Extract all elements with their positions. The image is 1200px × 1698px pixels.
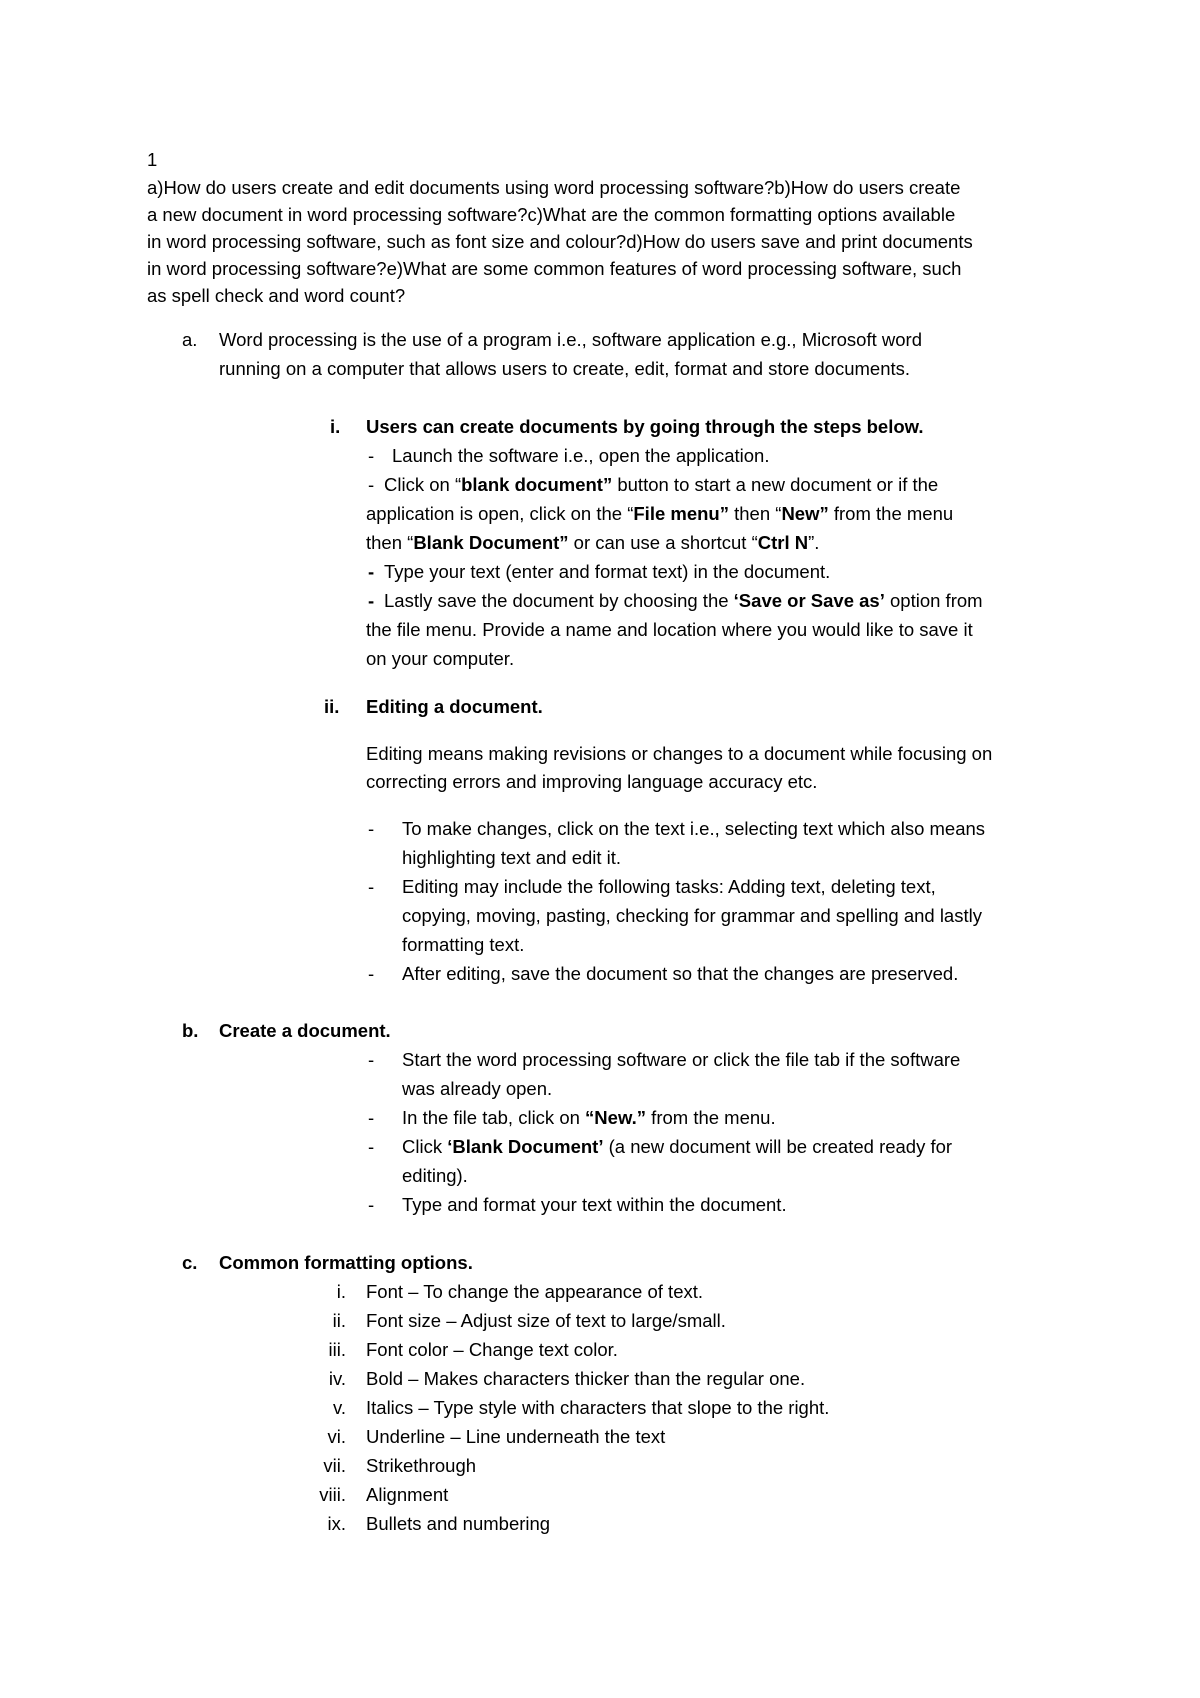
- bullet-text: Type and format your text within the document.: [402, 1194, 787, 1215]
- list-number: i.: [336, 1281, 346, 1302]
- dash: -: [368, 1136, 375, 1157]
- bullet-text: copying, moving, pasting, checking for grammar and spelling and lastly: [402, 905, 982, 926]
- bullet-text: In the file tab, click on “New.” from the menu.: [402, 1107, 776, 1128]
- list-number: iv.: [328, 1368, 346, 1389]
- dash: -: [368, 474, 375, 495]
- sub-ii-heading: Editing a document.: [366, 696, 543, 717]
- sub-ii-label: ii.: [324, 696, 340, 717]
- sub-i-label: i.: [330, 416, 341, 437]
- paragraph-text: Editing means making revisions or changes to a document while focusing on: [366, 743, 993, 764]
- list-item: Alignment: [366, 1484, 449, 1505]
- step-text: Click on “blank document” button to start a new document or if the: [384, 474, 939, 495]
- dash: -: [368, 818, 375, 839]
- section-a-text: Word processing is the use of a program i.e., software application e.g., Microsoft word: [219, 329, 922, 350]
- dash: -: [368, 963, 375, 984]
- list-item: Font – To change the appearance of text.: [366, 1281, 704, 1302]
- dash: -: [368, 876, 375, 897]
- list-item: Bold – Makes characters thicker than the regular one.: [366, 1368, 806, 1389]
- question-line: a new document in word processing software?c)What are the common formatting options available: [147, 204, 956, 225]
- step-text: application is open, click on the “File menu” then “New” from the menu: [366, 503, 954, 524]
- bullet-text: formatting text.: [402, 934, 525, 955]
- dash: -: [368, 561, 375, 582]
- dash: -: [368, 1107, 375, 1128]
- page-number: 1: [147, 149, 158, 170]
- bullet-text: Click ‘Blank Document’ (a new document will be created ready for: [402, 1136, 953, 1157]
- list-number: v.: [332, 1397, 346, 1418]
- question-line: in word processing software?e)What are some common features of word processing software, such: [147, 258, 962, 279]
- dash: -: [368, 445, 375, 466]
- bullet-text: was already open.: [402, 1078, 553, 1099]
- question-line: in word processing software, such as font size and colour?d)How do users save and print documents: [147, 231, 973, 252]
- bullet-text: Editing may include the following tasks: Adding text, deleting text,: [402, 876, 936, 897]
- bullet-text: Start the word processing software or click the file tab if the software: [402, 1049, 961, 1070]
- list-number: ix.: [327, 1513, 346, 1534]
- step-text: on your computer.: [366, 648, 515, 669]
- step-text: Lastly save the document by choosing the ‘Save or Save as’ option from: [384, 590, 983, 611]
- section-c-heading: Common formatting options.: [219, 1252, 473, 1273]
- list-number: ii.: [332, 1310, 346, 1331]
- list-item: Font color – Change text color.: [366, 1339, 618, 1360]
- list-number: viii.: [319, 1484, 346, 1505]
- list-item: Italics – Type style with characters that slope to the right.: [366, 1397, 830, 1418]
- list-item: Font size – Adjust size of text to large/small.: [366, 1310, 726, 1331]
- paragraph-text: correcting errors and improving language accuracy etc.: [366, 771, 818, 792]
- step-text: Type your text (enter and format text) in the document.: [384, 561, 831, 582]
- section-a-label: a.: [182, 329, 198, 350]
- bullet-text: After editing, save the document so that the changes are preserved.: [402, 963, 959, 984]
- question-line: as spell check and word count?: [147, 285, 406, 306]
- dash: -: [368, 1049, 375, 1070]
- list-item: Bullets and numbering: [366, 1513, 551, 1534]
- dash: -: [368, 590, 375, 611]
- list-item: Underline – Line underneath the text: [366, 1426, 666, 1447]
- list-number: vii.: [323, 1455, 346, 1476]
- section-b-heading: Create a document.: [219, 1020, 391, 1041]
- step-text: the file menu. Provide a name and location where you would like to save it: [366, 619, 973, 640]
- list-number: vi.: [327, 1426, 346, 1447]
- bullet-text: editing).: [402, 1165, 468, 1186]
- list-item: Strikethrough: [366, 1455, 477, 1476]
- step-text: then “Blank Document” or can use a shortcut “Ctrl N”.: [366, 532, 820, 553]
- sub-i-heading: Users can create documents by going through the steps below.: [366, 416, 924, 437]
- bullet-text: highlighting text and edit it.: [402, 847, 622, 868]
- list-number: iii.: [328, 1339, 346, 1360]
- step-text: Launch the software i.e., open the application.: [392, 445, 770, 466]
- section-a-text: running on a computer that allows users to create, edit, format and store documents.: [219, 358, 911, 379]
- section-c-label: c.: [182, 1252, 198, 1273]
- question-line: a)How do users create and edit documents using word processing software?b)How do users create: [147, 177, 961, 198]
- section-b-label: b.: [182, 1020, 199, 1041]
- bullet-text: To make changes, click on the text i.e., selecting text which also means: [402, 818, 986, 839]
- dash: -: [368, 1194, 375, 1215]
